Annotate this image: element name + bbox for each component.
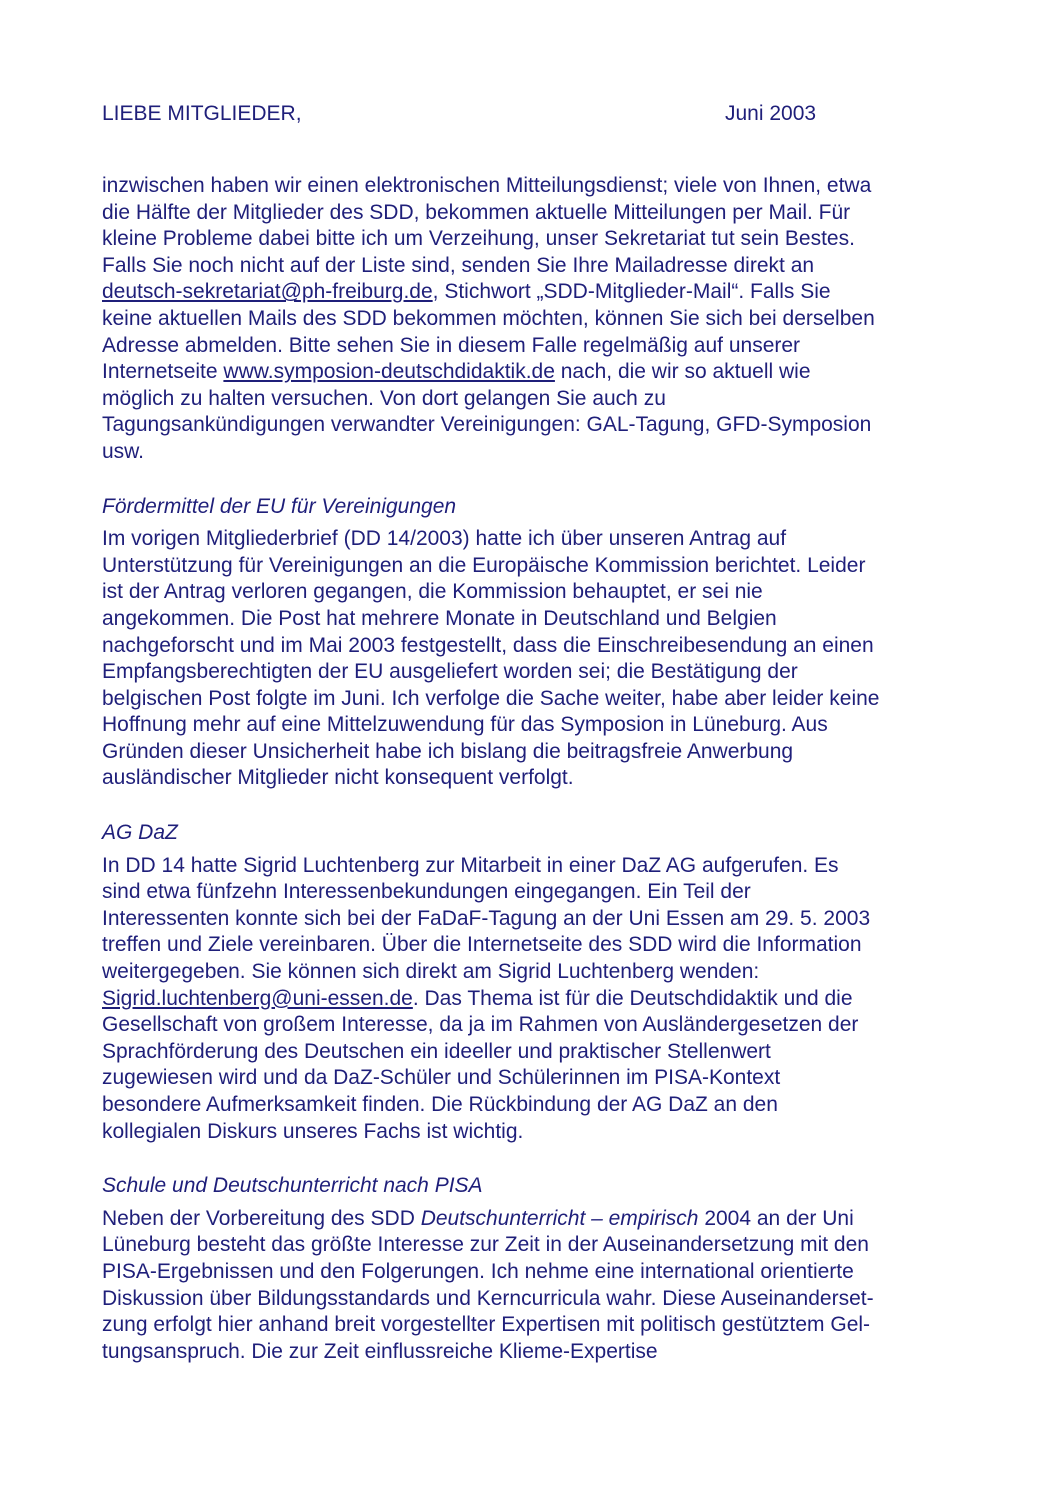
text-line: usw. [102, 439, 145, 463]
letter-page [102, 101, 972, 1365]
salutation: LIEBE MITGLIEDER, [102, 102, 302, 125]
text-line: tungsanspruch. Die zur Zeit einflussreiche Klieme-Expertise [102, 1339, 658, 1363]
text-line: zugewiesen wird und da DaZ-Schüler und Schülerinnen im PISA-Kontext [102, 1066, 781, 1090]
text-fragment: . Das Thema ist für die Deutschdidaktik und die [412, 986, 853, 1010]
text-line: angekommen. Die Post hat mehrere Monate in Deutschland und Belgien [102, 606, 777, 630]
text-line: kleine Probleme dabei bitte ich um Verzeihung, unser Sekretariat tut sein Bestes. [102, 227, 855, 251]
text-line: Diskussion über Bildungsstandards und Kerncurricula wahr. Diese Auseinanderset- [102, 1286, 874, 1310]
text-line: treffen und Ziele vereinbaren. Über die Internetseite des SDD wird die Information [102, 933, 862, 957]
text-line: besondere Aufmerksamkeit finden. Die Rückbindung der AG DaZ an den [102, 1093, 778, 1116]
text-line: Falls Sie noch nicht auf der Liste sind, senden Sie Ihre Mailadresse direkt an [102, 253, 815, 277]
section-heading-pisa: Schule und Deutschunterricht nach PISA [102, 1174, 483, 1198]
text-line [102, 986, 972, 1013]
text-line [102, 279, 972, 306]
text-line: zung erfolgt hier anhand breit vorgestellter Expertisen mit politisch gestütztem Gel- [102, 1313, 871, 1337]
text-line: Unterstützung für Vereinigungen an die Europäische Kommission berichtet. Leider [102, 553, 866, 577]
section-heading-daz: AG DaZ [102, 821, 178, 845]
luchtenberg-email-link[interactable]: Sigrid.luchtenberg@uni-essen.de [102, 986, 413, 1010]
text-line: keine aktuellen Mails des SDD bekommen möchten, können Sie sich bei derselben [102, 306, 875, 330]
pisa-paragraph [102, 1206, 972, 1366]
text-line: ist der Antrag verloren gegangen, die Kommission behauptet, er sei nie [102, 580, 763, 604]
text-line: In DD 14 hatte Sigrid Luchtenberg zur Mitarbeit in einer DaZ AG aufgerufen. Es [102, 853, 839, 877]
text-line: Empfangsberechtigten der EU ausgeliefert worden sei; die Bestätigung der [102, 660, 798, 684]
eu-paragraph [102, 526, 972, 792]
text-line: belgischen Post folgte im Juni. Ich verfolge die Sache weiter, habe aber leider keine [102, 686, 880, 710]
text-fragment: nach, die wir so aktuell wie [554, 360, 811, 384]
letter-header [102, 101, 972, 131]
text-line: kollegialen Diskurs unseres Fachs ist wichtig. [102, 1119, 524, 1143]
text-line: Hoffnung mehr auf eine Mittelzuwendung für das Symposion in Lüneburg. Aus [102, 713, 828, 737]
text-fragment: 2004 an der Uni [698, 1206, 854, 1230]
intro-paragraph [102, 173, 972, 466]
text-line: PISA-Ergebnissen und den Folgerungen. Ich nehme eine international orientierte [102, 1259, 854, 1283]
letter-date: Juni 2003 [725, 102, 817, 125]
daz-paragraph [102, 853, 972, 1146]
website-link[interactable]: www.symposion-deutschdidaktik.de [223, 360, 555, 384]
text-line: Interessenten konnte sich bei der FaDaF-Tagung an der Uni Essen am 29. 5. 2003 [102, 906, 871, 930]
text-line: weitergegeben. Sie können sich direkt am Sigrid Luchtenberg wenden: [102, 960, 760, 984]
secretariat-email-link[interactable]: deutsch-sekretariat@ph-freiburg.de [102, 280, 433, 304]
text-line: Im vorigen Mitgliederbrief (DD 14/2003) hatte ich über unseren Antrag auf [102, 527, 787, 551]
text-line: Sprachförderung des Deutschen ein ideeller und praktischer Stellenwert [102, 1039, 771, 1063]
text-fragment: Neben der Vorbereitung des SDD [102, 1206, 421, 1230]
text-fragment: , Stichwort „SDD-Mitglieder-Mail“. Falls Sie [432, 280, 831, 304]
emphasized-title: Deutschunterricht – empirisch [420, 1206, 699, 1230]
text-line: inzwischen haben wir einen elektronischen Mitteilungsdienst; viele von Ihnen, etwa [102, 174, 872, 197]
text-line: Tagungsankündigungen verwandter Vereinigungen: GAL-Tagung, GFD-Symposion [102, 413, 872, 437]
text-line: die Hälfte der Mitglieder des SDD, bekommen aktuelle Mitteilungen per Mail. Für [102, 200, 851, 224]
text-line [102, 359, 972, 386]
text-line: möglich zu halten versuchen. Von dort gelangen Sie auch zu [102, 386, 666, 410]
text-line: nachgeforscht und im Mai 2003 festgestellt, dass die Einschreibesendung an einen [102, 633, 874, 657]
text-line: sind etwa fünfzehn Interessenbekundungen eingegangen. Ein Teil der [102, 880, 751, 904]
text-line [102, 1206, 972, 1233]
text-line: Lüneburg besteht das größte Interesse zur Zeit in der Auseinandersetzung mit den [102, 1233, 869, 1257]
text-line: ausländischer Mitglieder nicht konsequent verfolgt. [102, 766, 574, 790]
section-heading-eu: Fördermittel der EU für Vereinigungen [102, 494, 457, 518]
text-line: Gründen dieser Unsicherheit habe ich bislang die beitragsfreie Anwerbung [102, 739, 794, 763]
text-fragment: Internetseite [102, 360, 224, 384]
text-line: Adresse abmelden. Bitte sehen Sie in diesem Falle regelmäßig auf unserer [102, 333, 801, 357]
text-line: Gesellschaft von großem Interesse, da ja im Rahmen von Ausländergesetzen der [102, 1013, 859, 1037]
